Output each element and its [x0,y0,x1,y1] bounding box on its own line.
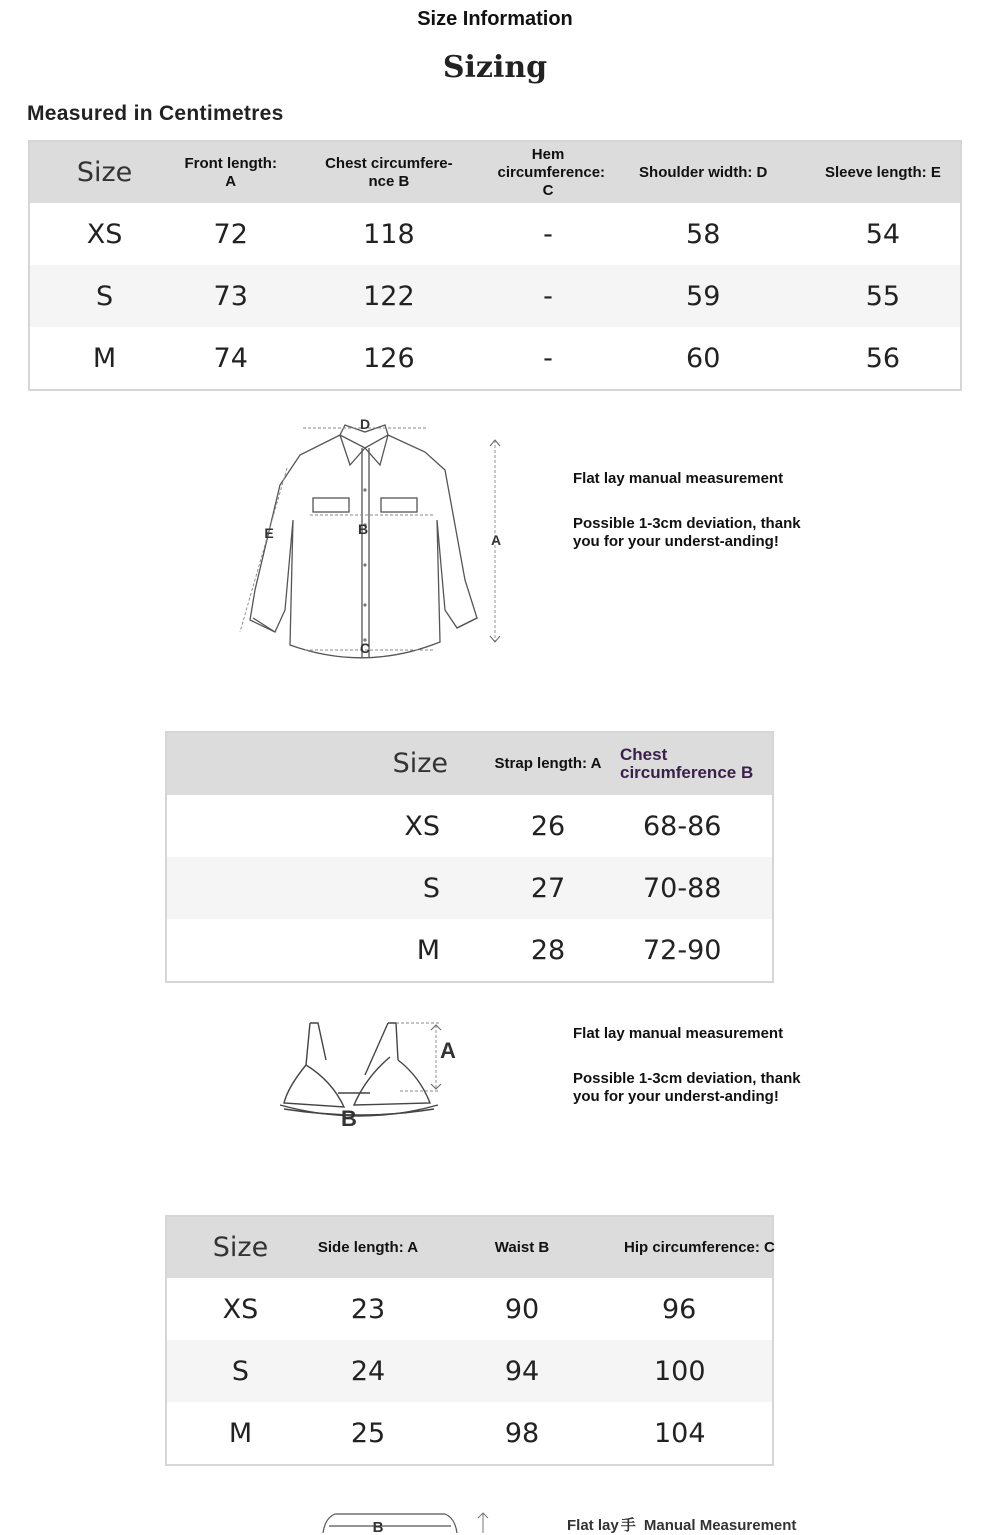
cell-strap-length: 27 [478,857,618,919]
cell-strap-length: 26 [478,795,618,857]
note-line-2: Possible 1-3cm deviation, thank you for your underst-anding! [573,515,801,550]
cell-sleeve: 56 [806,327,961,390]
cell-shoulder: 58 [601,203,806,265]
cell-hip: 104 [622,1402,773,1465]
cell-hip: 100 [622,1340,773,1402]
cell-front-length: 74 [179,327,282,390]
units-subtitle: Measured in Centimetres [27,102,284,125]
cell-size: S [166,857,478,919]
cell-hem: - [495,265,600,327]
measurement-note [573,470,813,551]
shirt-diagram [225,410,515,675]
table-header-row [166,1216,773,1278]
page-title: Size Information [417,8,573,30]
header-sleeve: Sleeve length: E [806,141,961,203]
header-size: Size [166,732,478,795]
cell-chest: 122 [282,265,495,327]
label-e: E [264,525,274,541]
cell-hem: - [495,203,600,265]
cell-size: XS [166,1278,314,1340]
cell-sleeve: 54 [806,203,961,265]
cell-waist: 94 [422,1340,622,1402]
measurement-note [573,1025,813,1106]
cell-size: M [166,1402,314,1465]
cell-strap-length: 28 [478,919,618,982]
bottoms-diagram [315,1508,495,1533]
header-shoulder: Shoulder width: D [601,141,806,203]
footer-note [567,1514,796,1535]
cell-chest: 70-88 [618,857,773,919]
header-front-length: Front length: A [179,141,282,203]
header-hem: Hem circumference: C [495,141,600,203]
table-header-row [29,141,961,203]
cell-side-length: 23 [314,1278,422,1340]
header-strap-length: Strap length: A [478,732,618,795]
label-d: D [359,416,371,432]
table-row [166,1340,773,1402]
header-hip: Hip circumference: C [622,1216,773,1278]
label-b: B [357,521,369,537]
note-line-1: Flat lay manual measurement [573,1025,784,1042]
cell-chest: 126 [282,327,495,390]
note-line-1: Flat lay manual measurement [573,470,784,487]
label-a: A [440,1038,456,1063]
section-title: Sizing [442,50,548,85]
header-side-length: Side length: A [314,1216,422,1278]
header-chest: Chest circumfere- nce B [282,141,495,203]
cell-shoulder: 59 [601,265,806,327]
cell-side-length: 25 [314,1402,422,1465]
cell-size: XS [29,203,179,265]
cell-size: S [166,1340,314,1402]
cell-chest: 72-90 [618,919,773,982]
cell-size: XS [166,795,478,857]
cell-hem: - [495,327,600,390]
cell-hip: 96 [622,1278,773,1340]
cell-shoulder: 60 [601,327,806,390]
bra-diagram [270,1015,470,1135]
table-row [29,265,961,327]
table-row [29,327,961,390]
cell-chest: 118 [282,203,495,265]
footer-note-part-1: Flat lay [567,1517,619,1534]
bra-size-table [165,731,774,983]
header-waist: Waist B [422,1216,622,1278]
label-b: B [372,1519,384,1533]
footer-note-glyph: 手 [620,1517,636,1534]
cell-chest: 68-86 [618,795,773,857]
cell-sleeve: 55 [806,265,961,327]
label-b: B [341,1106,357,1131]
cell-size: M [166,919,478,982]
label-c: C [359,640,371,656]
table-header-row [166,732,773,795]
note-line-2: Possible 1-3cm deviation, thank you for your underst-anding! [573,1070,801,1105]
table-row [166,795,773,857]
cell-waist: 98 [422,1402,622,1465]
table-row [29,203,961,265]
table-row [166,919,773,982]
header-chest: Chest circumference B [618,732,773,795]
cell-waist: 90 [422,1278,622,1340]
header-size: Size [29,141,179,203]
cell-front-length: 72 [179,203,282,265]
table-row [166,857,773,919]
bottoms-size-table [165,1215,774,1466]
header-size: Size [166,1216,314,1278]
cell-size: S [29,265,179,327]
label-a: A [490,532,502,548]
cell-size: M [29,327,179,390]
shirt-size-table [28,140,962,391]
table-row [166,1278,773,1340]
table-row [166,1402,773,1465]
footer-note-part-2: Manual Measurement [643,1517,797,1534]
cell-front-length: 73 [179,265,282,327]
cell-side-length: 24 [314,1340,422,1402]
